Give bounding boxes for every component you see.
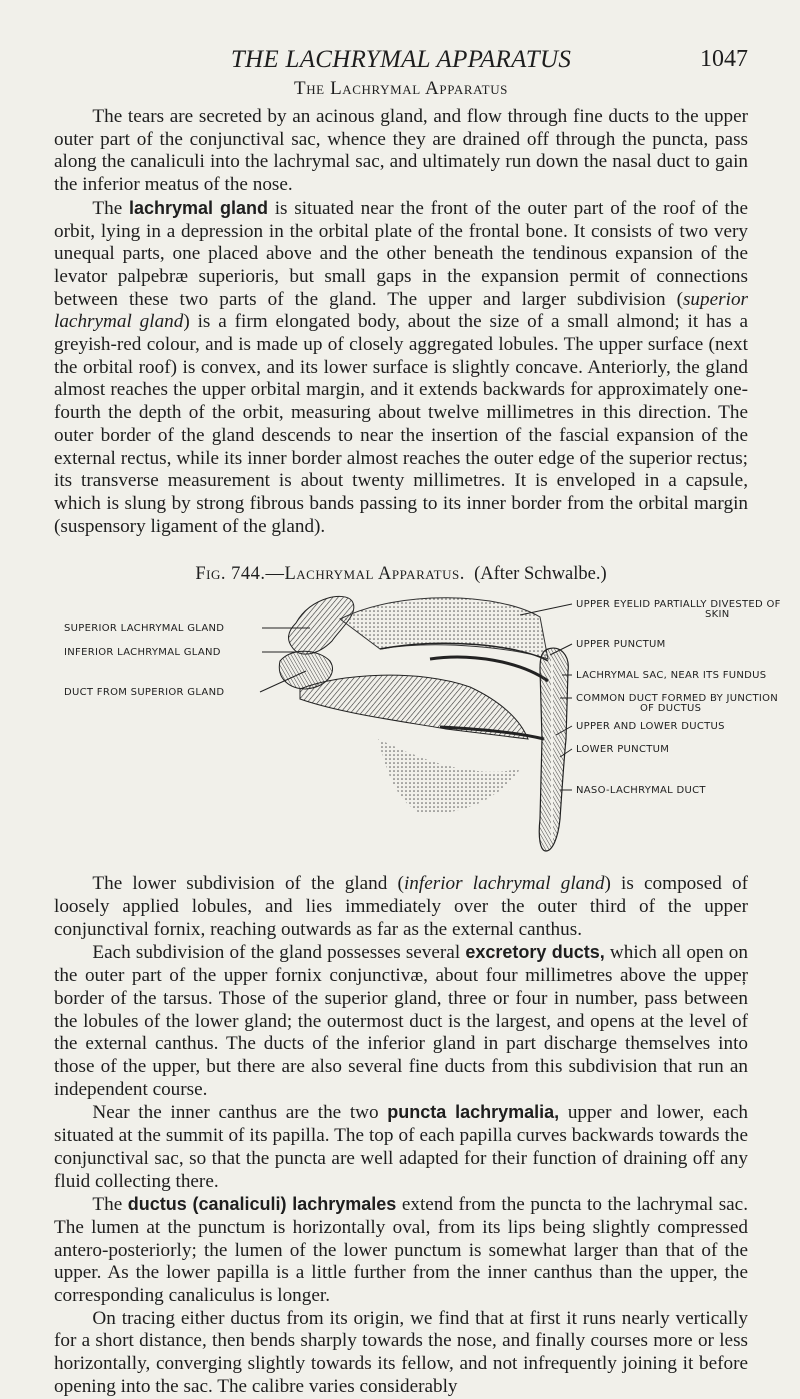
term-lachrymal-gland: lachrymal gland — [128, 197, 268, 218]
lower-shading-drawing — [378, 739, 520, 814]
term-puncta-lachrymalia: puncta lachrymalia, — [387, 1102, 560, 1123]
lachrymal-sac-drawing — [539, 648, 568, 851]
figure-caption — [54, 564, 748, 585]
paragraph-7: On tracing either ductus from its origin, we find that at first it runs nearly vertically for a short distance, then bends sharply towards the nose, and finally courses more or less horizontally, converging slightly towards its fellow, and not infrequently joining it before opening into the sac. The calibre varies considerably — [54, 1307, 748, 1397]
figure-title: —Lachrymal Apparatus. — [265, 564, 465, 585]
running-head — [54, 28, 748, 72]
section-heading: The Lachrymal Apparatus — [293, 78, 509, 99]
term-inferior-gland: inferior lachrymal gland — [403, 873, 605, 895]
label-lachrymal-sac: LACHRYMAL SAC, NEAR ITS FUNDUS — [576, 670, 767, 682]
paragraph-1: The tears are secreted by an acinous gland, and flow through fine ducts to the upper outer part of the conjunctival sac, whence they are drained off through the puncta, pass along the canaliculi into the lachrymal sac, and ultimately run down the nasal duct to gain the inferior meatus of the nose. — [54, 106, 748, 196]
running-title: THE LACHRYMAL APPARATUS — [230, 46, 572, 73]
label-upper-punctum: UPPER PUNCTUM — [576, 639, 666, 651]
label-lower-punctum: LOWER PUNCTUM — [576, 744, 670, 756]
label-upper-eyelid-skin: SKIN — [705, 609, 730, 621]
term-superior-gland: superior lachrymal gland — [54, 288, 748, 333]
upper-eyelid-drawing — [340, 598, 548, 661]
figure-lachrymal-apparatus — [54, 589, 781, 861]
label-common-duct: COMMON DUCT FORMED BY JUNCTION — [576, 693, 779, 705]
label-naso-duct: NASO-LACHRYMAL DUCT — [576, 785, 706, 797]
paragraph-5: Near the inner canthus are the two puncta lachrymalia, upper and lower, each situated at the summit of its papilla. The top of each papilla curves backwards towards the conjunctival sac, so that the puncta are well adapted for their function of draining off any fluid collecting there. — [54, 1102, 748, 1192]
figure-number: Fig. 744. — [195, 564, 266, 585]
figure-source: (After Schwalbe.) — [474, 564, 607, 585]
label-duct-superior-gland: DUCT FROM SUPERIOR GLAND — [64, 687, 225, 699]
label-ductus: UPPER AND LOWER DUCTUS — [576, 721, 725, 733]
term-excretory-ducts: excretory ducts, — [465, 942, 605, 963]
label-upper-eyelid: UPPER EYELID PARTIALLY DIVESTED OF — [576, 599, 781, 611]
paragraph-6: The ductus (canaliculi) lachrymales extend from the puncta to the lachrymal sac. The lumen at the punctum is horizontally oval, from its lips being slightly compressed antero-posteriorly; the lumen of the lower punctum is somewhat larger than that of the upper. As the lower papilla is a little further from the inner canthus than the upper, the corresponding canaliculus is longer. — [54, 1194, 748, 1307]
superior-gland-drawing — [289, 597, 354, 655]
label-inferior-gland: INFERIOR LACHRYMAL GLAND — [64, 647, 221, 659]
paragraph-3: The lower subdivision of the gland (inferior lachrymal gland) is composed of loosely applied lobules, and lies immediately over the outer third of the upper conjunctival fornix, reaching outwards as far as the external canthus. — [54, 873, 748, 940]
paragraph-2: The lachrymal gland is situated near the front of the outer part of the roof of the orbit, lying in a depression in the orbital plate of the frontal bone. It consists of two very unequal parts, one placed above and the other beneath the tendinous expansion of the levator palpebræ superioris, but small gaps in the expansion permit of connections between these two parts of the gland. The upper and larger subdivision (superior lachrymal gland) is a firm elongated body, about the size of a small almond; it has a greyish-red colour, and is made up of closely aggregated lobules. The upper surface (next the orbital roof) is convex, and its lower surface is slightly concave. Anteriorly, the gland almost reaches the upper orbital margin, and it extends backwards for approximately one-fourth the depth of the orbit, measuring about twelve millimetres in this direction. The outer border of the gland descends to near the insertion of the fascial expansion of the external rectus, while its inner border almost reaches the outer edge of the superior rectus; its transverse measurement is about twenty millimetres. It is enveloped in a capsule, which is slung by strong fibrous bands passing to its inner border from the orbital margin (suspensory ligament of the gland). — [54, 197, 748, 537]
ducts-drawing — [300, 657, 548, 739]
page-number: 1047 — [700, 46, 748, 72]
label-common-duct-2: OF DUCTUS — [640, 703, 702, 715]
paragraph-4: Each subdivision of the gland possesses several excretory ducts, which all open on the outer part of the upper fornix conjunctivæ, about four millimetres above the uppeŗ border of the tarsus. Those of the superior gland, three or four in number, pass between the lobules of the lower gland; the outermost duct is the largest, and opens at the level of the external canthus. The ducts of the inferior gland in part discharge themselves into those of the upper, but there are also several fine ducts from this subdivision that run an independent course. — [54, 942, 748, 1100]
term-ductus-lachrymales: ductus (canaliculi) lachrymales — [127, 1194, 397, 1215]
anatomical-illustration — [0, 589, 800, 861]
label-superior-gland: SUPERIOR LACHRYMAL GLAND — [64, 623, 225, 635]
